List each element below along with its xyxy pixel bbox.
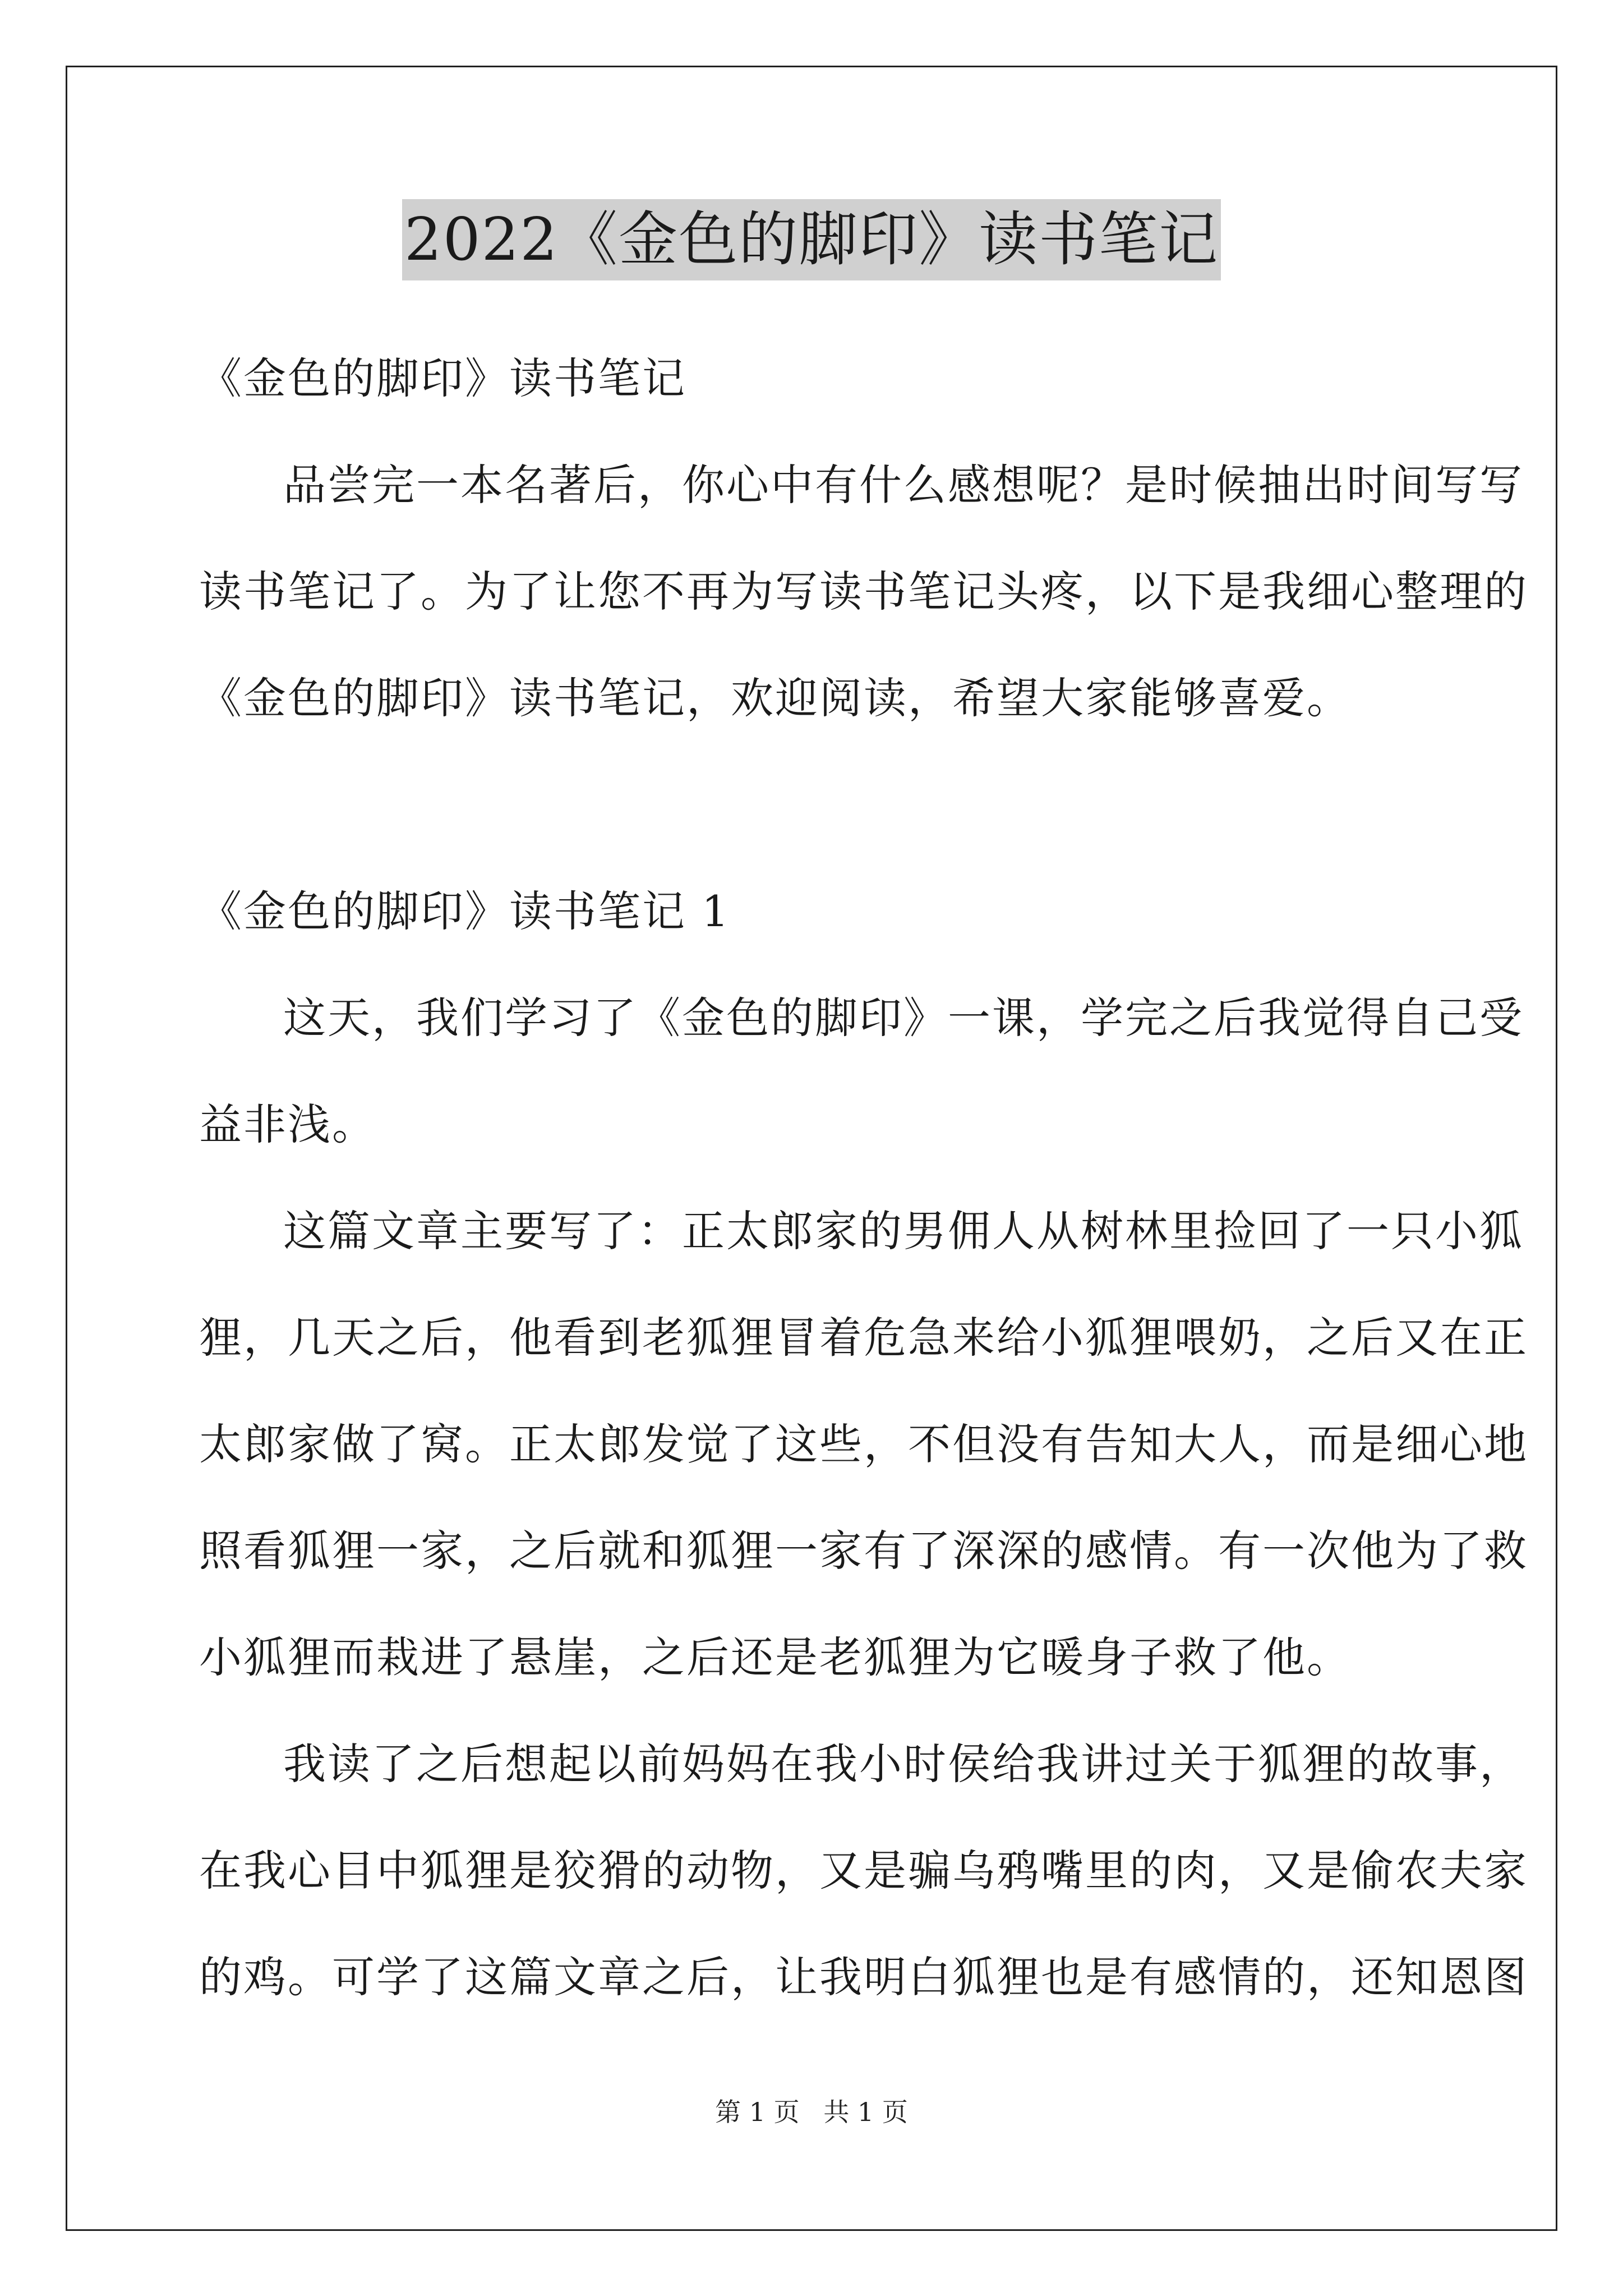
document-subtitle: 《金色的脚印》读书笔记 <box>199 353 686 403</box>
intro-line: 《金色的脚印》读书笔记，欢迎阅读，希望大家能够喜爱。 <box>199 673 1351 723</box>
paragraph-line: 益非浅。 <box>199 1099 376 1149</box>
section-heading: 《金色的脚印》读书笔记 1 <box>199 886 731 936</box>
page-number-total: 共 1 页 <box>823 2097 908 2127</box>
paragraph-line: 在我心目中狐狸是狡猾的动物，又是骗乌鸦嘴里的肉，又是偷农夫家 <box>199 1846 1528 1895</box>
paragraph-line: 的鸡。可学了这篇文章之后，让我明白狐狸也是有感情的，还知恩图 <box>199 1952 1528 2002</box>
intro-line: 品尝完一本名著后，你心中有什么感想呢？是时候抽出时间写写 <box>283 460 1524 510</box>
paragraph-line: 我读了之后想起以前妈妈在我小时侯给我讲过关于狐狸的故事， <box>283 1739 1524 1789</box>
paragraph-line: 这天，我们学习了《金色的脚印》一课，学完之后我觉得自己受 <box>283 993 1524 1043</box>
page-number-current: 第 1 页 <box>715 2097 800 2127</box>
paragraph-line: 太郎家做了窝。正太郎发觉了这些，不但没有告知大人，而是细心地 <box>199 1419 1528 1469</box>
title-container <box>0 199 1623 280</box>
paragraph-line: 这篇文章主要写了：正太郎家的男佣人从树林里捡回了一只小狐 <box>283 1206 1524 1256</box>
paragraph-line: 狸，几天之后，他看到老狐狸冒着危急来给小狐狸喂奶，之后又在正 <box>199 1313 1528 1363</box>
paragraph-line: 小狐狸而栽进了悬崖，之后还是老狐狸为它暖身子救了他。 <box>199 1632 1351 1682</box>
document-title: 2022《金色的脚印》读书笔记 <box>402 199 1221 280</box>
paragraph-line: 照看狐狸一家，之后就和狐狸一家有了深深的感情。有一次他为了救 <box>199 1526 1528 1576</box>
intro-line: 读书笔记了。为了让您不再为写读书笔记头疼，以下是我细心整理的 <box>199 567 1528 616</box>
page-footer <box>0 2095 1623 2129</box>
